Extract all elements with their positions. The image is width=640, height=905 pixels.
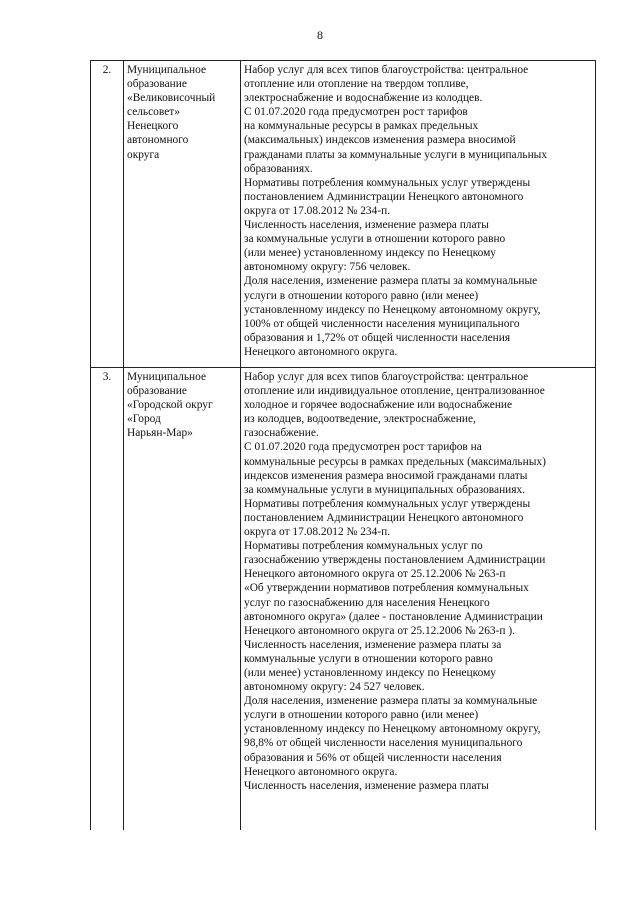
text-line: за коммунальные услуги в отношении которого равно [244, 233, 506, 246]
text-line: Ненецкого автономного округа. [244, 765, 398, 778]
text-line: из колодцев, водоотведение, электроснабжение, [244, 413, 476, 426]
municipalities-table [90, 60, 596, 830]
text-line: образование [127, 385, 187, 398]
text-line: «Об утверждении нормативов потребления коммунальных [244, 582, 529, 595]
text-line: коммунальные ресурсы в рамках предельных (максимальных) [244, 455, 546, 468]
text-line: установленному индексу по Ненецкому автономному округу, [244, 723, 541, 736]
text-line: Доля населения, изменение размера платы за коммунальные [244, 695, 538, 708]
text-line: отопление или отопление на твердом топливе, [244, 78, 469, 91]
text-line: индексов изменения размера вносимой гражданами платы [244, 469, 528, 482]
text-line: «Город [127, 413, 161, 426]
text-line: холодное и горячее водоснабжение или водоснабжение [244, 399, 513, 412]
text-line: сельсовет» [127, 106, 180, 119]
text-line: Муниципальное [127, 371, 207, 383]
text-line: округа [127, 148, 160, 161]
text-line: С 01.07.2020 года предусмотрен рост тарифов [244, 106, 468, 119]
text-line: отопление или индивидуальное отопление, централизованное [244, 385, 545, 398]
text-line: услуг по газоснабжению для населения Ненецкого [244, 596, 490, 609]
text-line: образование [127, 78, 187, 91]
text-line: 98,8% от общей численности населения муниципального [244, 737, 523, 750]
row-number: 2. [91, 61, 124, 368]
text-line: 100% от общей численности населения муниципального [244, 317, 520, 330]
text-line: коммунальные услуги в отношении которого равно [244, 652, 493, 665]
text-line: услуги в отношении которого равно (или менее) [244, 289, 479, 302]
text-line: образованиях. [244, 162, 313, 175]
text-line: Ненецкого [127, 120, 179, 133]
text-line: за коммунальные услуги в муниципальных образованиях. [244, 483, 526, 496]
municipality-cell [124, 61, 241, 368]
text-line: Набор услуг для всех типов благоустройства: центральное [244, 64, 529, 76]
text-line: Ненецкого автономного округа. [244, 345, 398, 358]
description-cell [241, 61, 596, 368]
text-line: Нарьян-Мар» [127, 427, 193, 440]
text-line: Нормативы потребления коммунальных услуг по [244, 540, 483, 553]
text-line: образования и 1,72% от общей численности населения [244, 331, 511, 344]
text-line: автономному округу: 24 527 человек. [244, 681, 425, 694]
text-line: Численность населения, изменение размера платы [244, 219, 489, 232]
text-line: постановлением Администрации Ненецкого автономного [244, 190, 524, 203]
text-line: электроснабжение и водоснабжение из колодцев. [244, 92, 483, 105]
text-line: автономному округу: 756 человек. [244, 261, 411, 274]
text-line: гражданами платы за коммунальные услуги в муниципальных [244, 148, 548, 161]
text-line: С 01.07.2020 года предусмотрен рост тарифов на [244, 441, 482, 454]
text-line: (или менее) установленному индексу по Ненецкому [244, 666, 496, 679]
text-line: Нормативы потребления коммунальных услуг утверждены [244, 497, 531, 510]
text-line: округа от 17.08.2012 № 234-п. [244, 526, 391, 539]
text-line: Набор услуг для всех типов благоустройства: центральное [244, 371, 529, 383]
text-line: Доля населения, изменение размера платы за коммунальные [244, 275, 538, 288]
text-line: Нормативы потребления коммунальных услуг утверждены [244, 176, 531, 189]
description-cell [241, 368, 596, 831]
text-line: газоснабжение. [244, 427, 319, 440]
text-line: (или менее) установленному индексу по Ненецкому [244, 247, 496, 260]
text-line: на коммунальные ресурсы в рамках предельных [244, 120, 479, 133]
text-line: Численность населения, изменение размера платы за [244, 638, 502, 651]
text-line: автономного [127, 134, 189, 147]
text-line: «Городской округ [127, 399, 213, 412]
text-line: Муниципальное [127, 64, 207, 76]
text-line: округа от 17.08.2012 № 234-п. [244, 204, 391, 217]
municipality-cell [124, 368, 241, 831]
text-line: установленному индексу по Ненецкому автономному округу, [244, 303, 541, 316]
text-line: газоснабжению утверждены постановлением Администрации [244, 554, 546, 567]
text-line: постановлением Администрации Ненецкого автономного [244, 511, 524, 524]
text-line: Ненецкого автономного округа от 25.12.2006 № 263-п [244, 568, 506, 581]
text-line: автономного округа» (далее - постановление Администрации [244, 610, 543, 623]
text-line: (максимальных) индексов изменения размера вносимой [244, 134, 516, 147]
table-row [91, 61, 596, 368]
page-number: 8 [317, 28, 323, 42]
row-number: 3. [91, 368, 124, 831]
text-line: услуги в отношении которого равно (или менее) [244, 709, 479, 722]
text-line: образования и 56% от общей численности населения [244, 751, 502, 764]
text-line: «Великовисочный [127, 92, 216, 105]
text-line: Ненецкого автономного округа от 25.12.2006 № 263-п ). [244, 624, 515, 637]
table-row [91, 368, 596, 831]
text-line: Численность населения, изменение размера платы [244, 779, 489, 792]
